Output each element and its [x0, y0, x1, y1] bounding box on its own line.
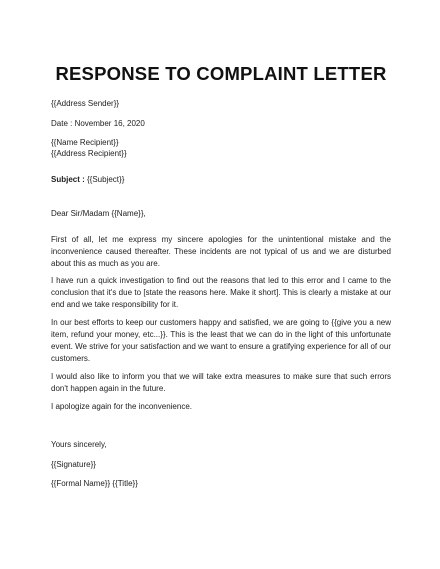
letter-title: RESPONSE TO COMPLAINT LETTER	[55, 63, 387, 84]
subject-label: Subject :	[51, 175, 85, 184]
body-paragraph: First of all, let me express my sincere apologies for the unintentional mistake and the inconvenience caused thereafter. These incidents are not typical of us and we are disturbed about this as much as you are.	[51, 235, 391, 268]
subject-line	[51, 175, 391, 186]
signature-placeholder: {{Signature}}	[51, 459, 96, 469]
body-paragraph: I would also like to inform you that we will take extra measures to make sure that such errors don't happen again in the future.	[51, 372, 391, 393]
body-paragraph: I have run a quick investigation to find out the reasons that led to this error and I came to the conclusion that it's due to [state the reasons here. Make it short]. This is clearly a mistake at our end and we take responsibility for it.	[51, 276, 391, 309]
letter-date: Date : November 16, 2020	[51, 118, 145, 128]
subject-value: {{Subject}}	[84, 175, 125, 184]
address-recipient: {{Address Recipient}}	[51, 148, 127, 158]
address-sender: {{Address Sender}}	[51, 99, 120, 108]
formal-name-title: {{Formal Name}} {{Title}}	[51, 479, 138, 488]
body-paragraph: In our best efforts to keep our customers happy and satisfied, we are going to {{give you a new item, refund your money, etc...}}. This is the least that we can do in the light of this unfortunate event. We strive for your satisfaction and we want to ensure a gratifying experience for all of our customers.	[51, 318, 391, 363]
body-paragraph: I apologize again for the inconvenience.	[51, 402, 192, 411]
salutation: Dear Sir/Madam {{Name}},	[51, 208, 146, 218]
closing: Yours sincerely,	[51, 440, 107, 449]
name-recipient: {{Name Recipient}}	[51, 138, 119, 147]
